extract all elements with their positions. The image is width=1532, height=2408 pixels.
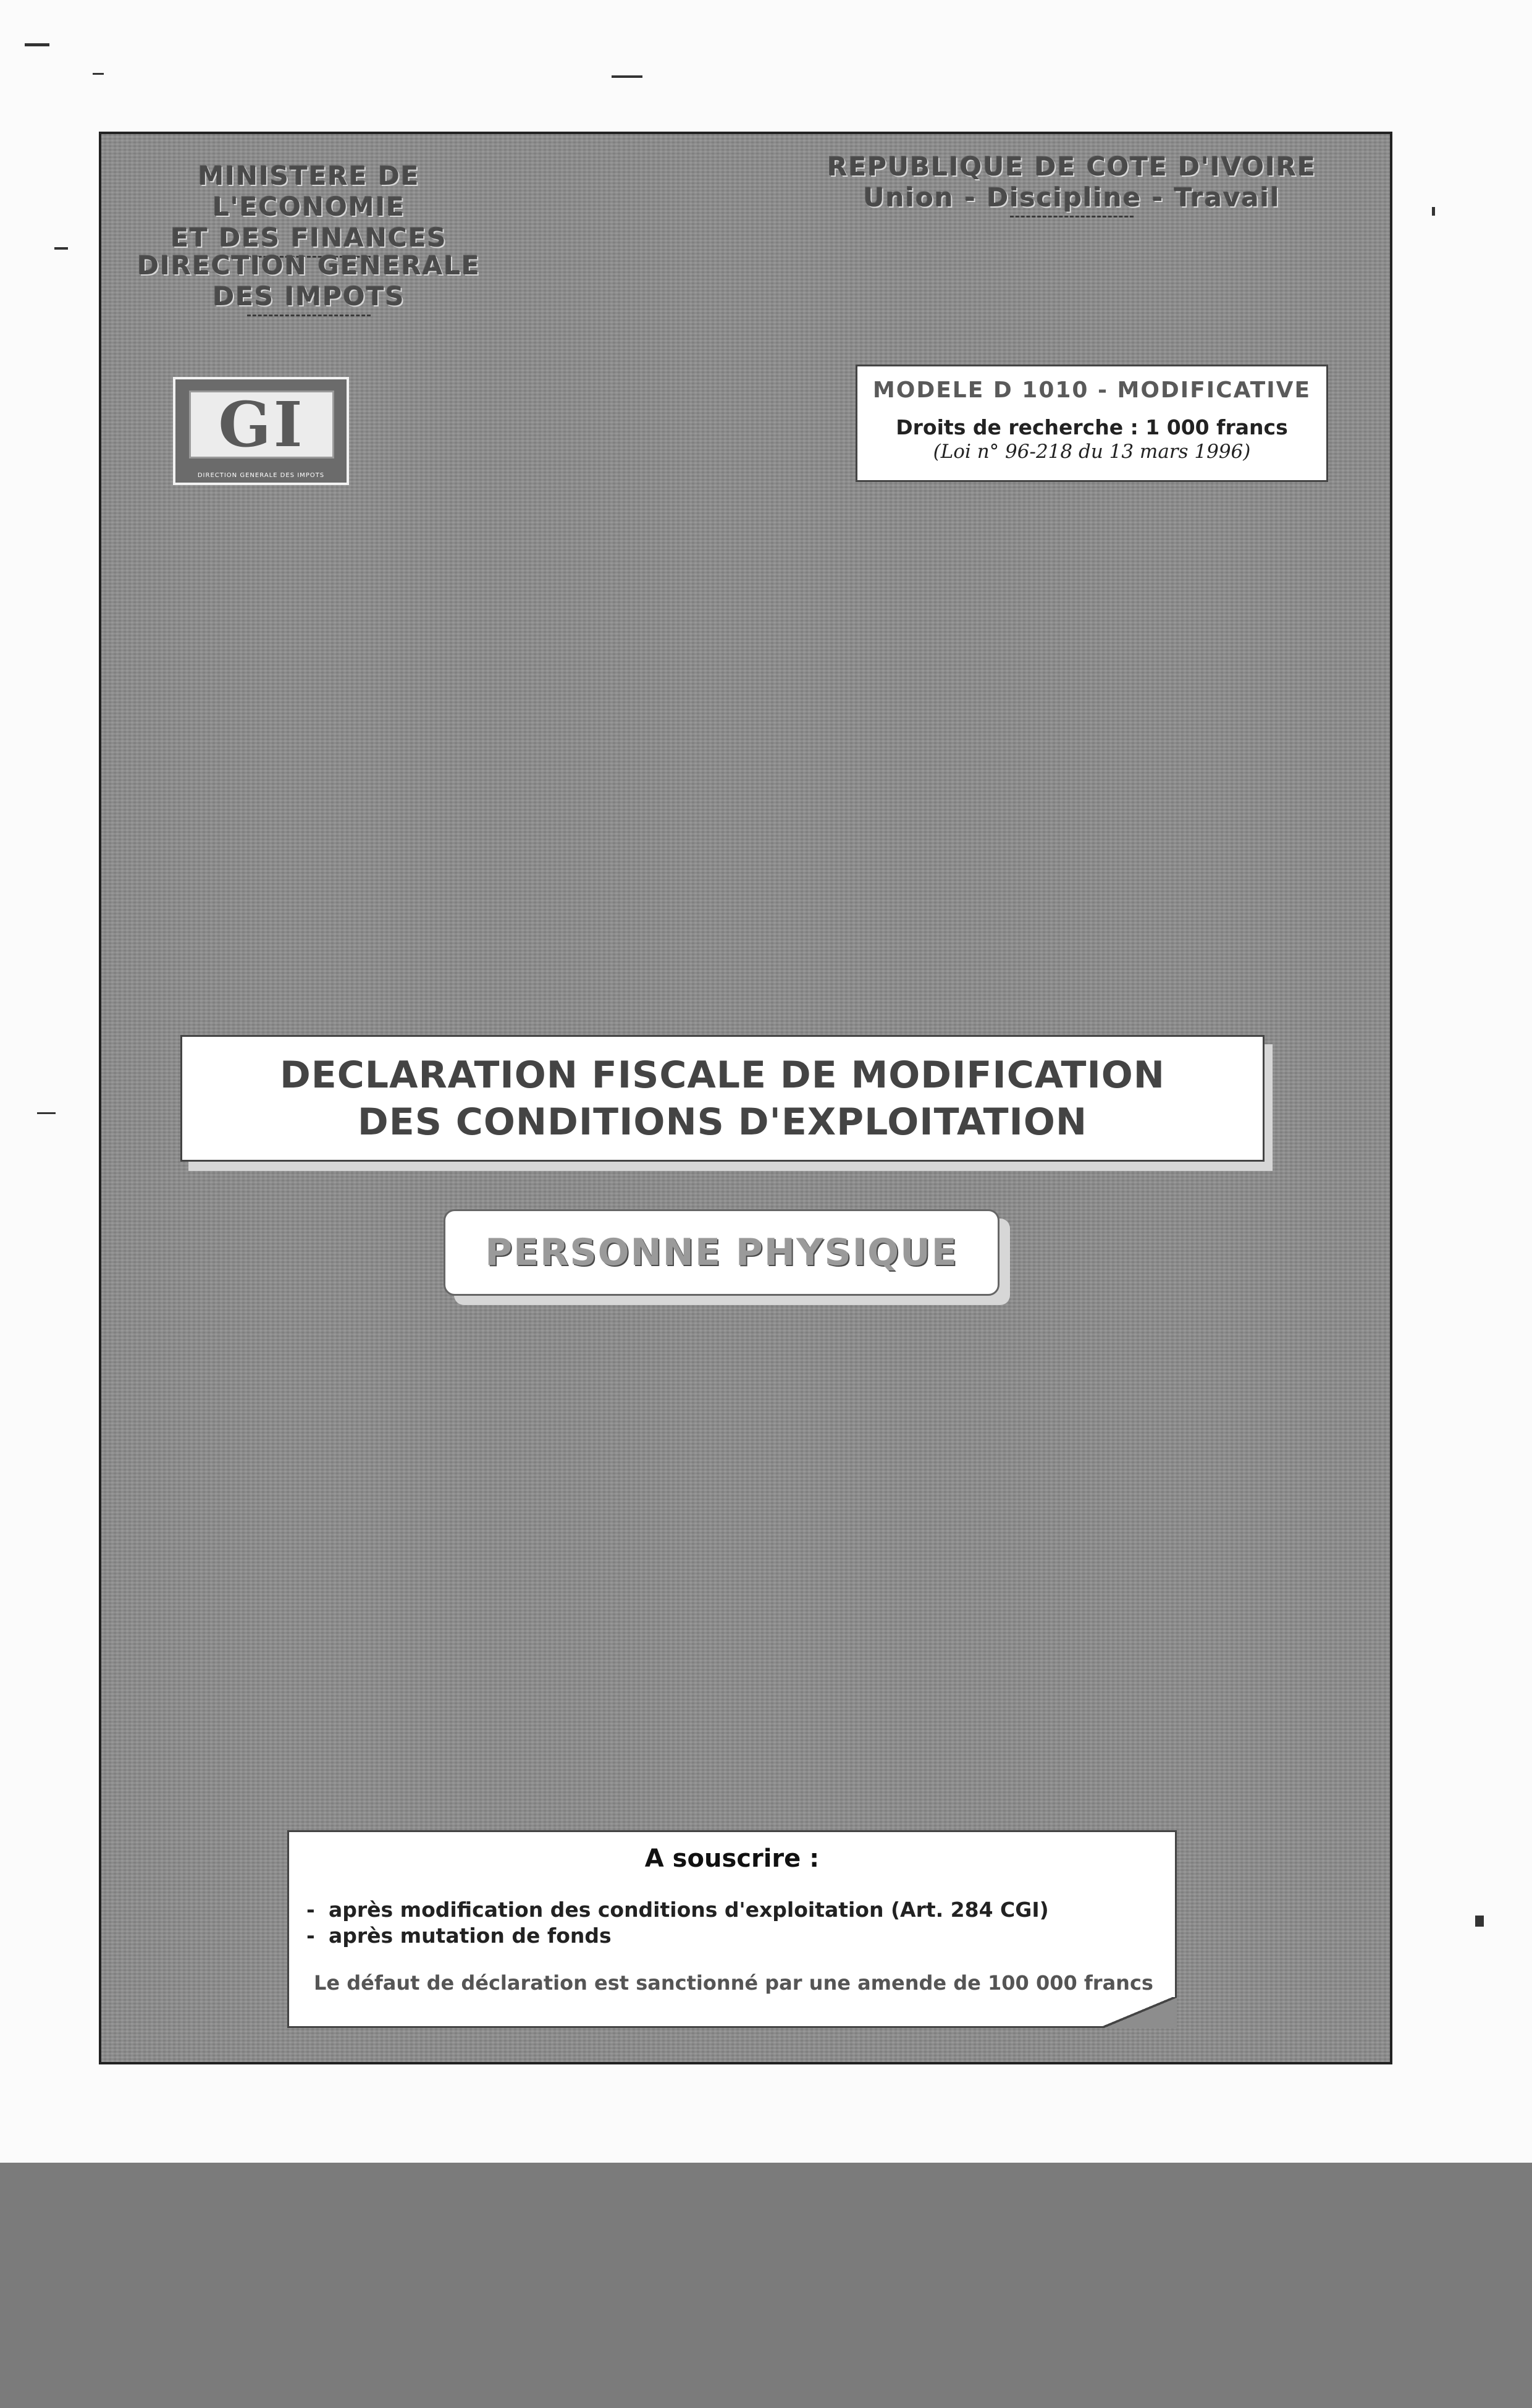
republic-header	[825, 151, 1319, 218]
subscription-box	[287, 1830, 1177, 2028]
republic-motto: Union - Discipline - Travail	[863, 182, 1281, 213]
scan-speck	[25, 43, 49, 46]
scan-background	[0, 2163, 1532, 2408]
ministry-line1: MINISTERE DE L'ECONOMIE	[198, 161, 420, 222]
dgi-logo	[173, 377, 349, 485]
scan-speck	[612, 75, 642, 78]
list-item-text: après mutation de fonds	[329, 1924, 612, 1948]
ministry-line2: ET DES FINANCES	[170, 222, 447, 253]
ministry-header	[108, 161, 510, 258]
page-fold-edge	[1103, 1997, 1177, 2028]
republic-line1: REPUBLIQUE DE COTE D'IVOIRE	[827, 151, 1316, 182]
model-box	[856, 365, 1328, 482]
scan-speck	[1432, 207, 1435, 216]
subscription-list	[306, 1897, 1049, 1949]
scan-speck	[93, 73, 104, 75]
direction-line1: DIRECTION GENERALE	[137, 250, 481, 281]
list-item-text: après modification des conditions d'exploitation (Art. 284 CGI)	[329, 1898, 1049, 1922]
list-item: - après mutation de fonds	[306, 1924, 612, 1948]
scan-speck	[37, 1112, 56, 1114]
logo-letters: GI	[189, 391, 334, 458]
divider	[1010, 216, 1134, 218]
person-type-label: PERSONNE PHYSIQUE	[485, 1231, 958, 1274]
declaration-title-line2: DES CONDITIONS D'EXPLOITATION	[357, 1100, 1088, 1144]
law-reference: (Loi n° 96-218 du 13 mars 1996)	[933, 441, 1251, 463]
subscription-title: A souscrire :	[644, 1844, 820, 1873]
declaration-title-line1: DECLARATION FISCALE DE MODIFICATION	[279, 1053, 1166, 1097]
research-fee: Droits de recherche : 1 000 francs	[896, 415, 1288, 439]
list-item: - après modification des conditions d'exploitation (Art. 284 CGI)	[306, 1898, 1049, 1922]
scan-speck	[1475, 1916, 1484, 1927]
model-title: MODELE D 1010 - MODIFICATIVE	[872, 378, 1311, 403]
scan-speck	[54, 247, 68, 250]
declaration-title-box	[180, 1035, 1265, 1162]
logo-caption: DIRECTION GENERALE DES IMPOTS	[197, 472, 325, 479]
direction-line2: DES IMPOTS	[213, 281, 405, 311]
direction-header	[108, 250, 510, 316]
penalty-note: Le défaut de déclaration est sanctionné par une amende de 100 000 francs	[314, 1971, 1153, 1995]
divider	[247, 315, 371, 316]
person-type-box	[444, 1209, 1000, 1296]
